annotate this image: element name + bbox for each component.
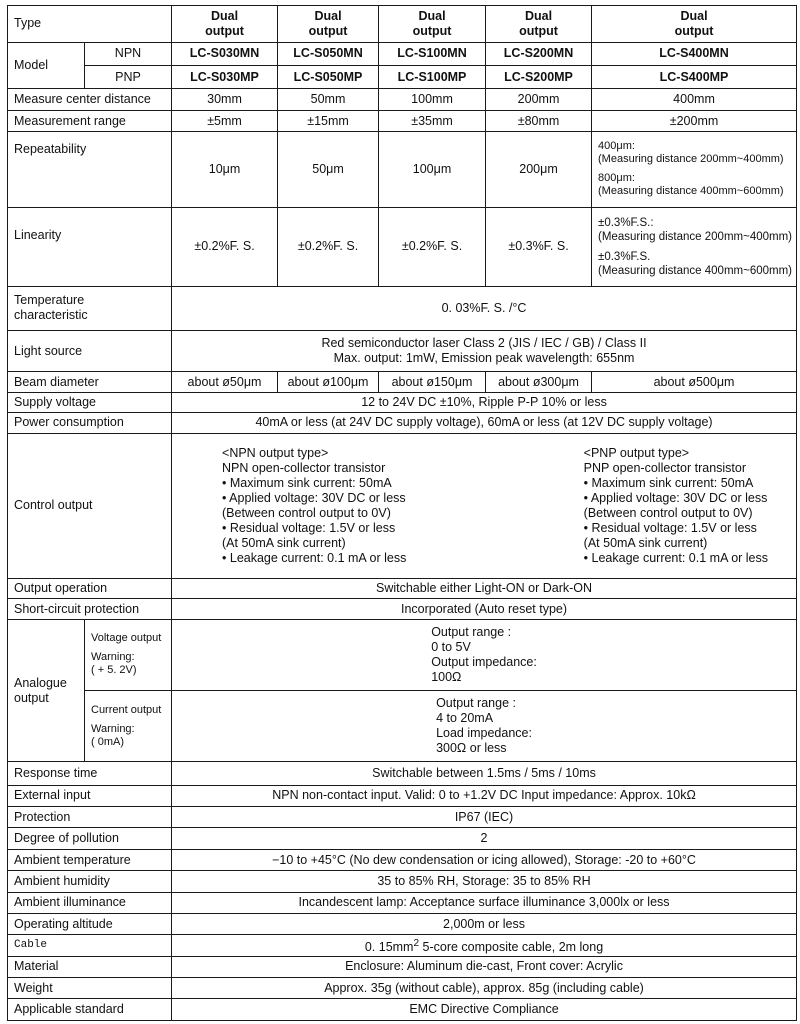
model-pnp-5: LC-S400MP [592, 66, 797, 89]
pollution-value: 2 [172, 828, 797, 849]
external-value: NPN non-contact input. Valid: 0 to +1.2V DC Input impedance: Approx. 10kΩ [172, 785, 797, 806]
repeatability-2: 50μm [278, 132, 379, 207]
response-value: Switchable between 1.5ms / 5ms / 10ms [172, 762, 797, 785]
weight-value: Approx. 35g (without cable), approx. 85g (including cable) [172, 978, 797, 999]
temperature-value: 0. 03%F. S. /°C [172, 286, 797, 330]
altitude-row [8, 913, 797, 934]
repeatability-4: 200μm [486, 132, 592, 207]
center-distance-row [8, 89, 797, 110]
ambient-illum-row [8, 892, 797, 913]
header-col-1: Dual output [172, 6, 278, 43]
linearity-3: ±0.2%F. S. [379, 207, 486, 286]
linearity-2: ±0.2%F. S. [278, 207, 379, 286]
linearity-label: Linearity [8, 207, 172, 286]
center-distance-2: 50mm [278, 89, 379, 110]
repeatability-5 [592, 132, 797, 207]
linearity-5a-note: (Measuring distance 200mm~400mm) [598, 230, 792, 243]
voltage-output-label: Voltage output Warning: ( + 5. 2V) [85, 619, 172, 690]
beam-label: Beam diameter [8, 372, 172, 392]
power-value: 40mA or less (at 24V DC supply voltage), 60mA or less (at 12V DC supply voltage) [172, 413, 797, 433]
power-row [8, 413, 797, 433]
ambient-humidity-value: 35 to 85% RH, Storage: 35 to 85% RH [172, 871, 797, 892]
protection-label: Protection [8, 807, 172, 828]
header-col-3: Dual output [379, 6, 486, 43]
supply-row [8, 392, 797, 412]
linearity-row [8, 207, 797, 286]
response-label: Response time [8, 762, 172, 785]
current-output-label: Current output Warning: ( 0mA) [85, 691, 172, 762]
pollution-row [8, 828, 797, 849]
material-row [8, 956, 797, 977]
material-label: Material [8, 956, 172, 977]
power-label: Power consumption [8, 413, 172, 433]
range-3: ±35mm [379, 110, 486, 131]
control-pnp: <PNP output type> PNP open-collector transistor • Maximum sink current: 50mA • Applied voltage: 30V DC or less (Between control output to 0V) • Residual voltage: 1.5V or less (At 50mA sink current) • Leakage current: 0.1 mA or less [583, 445, 769, 565]
linearity-5a-value: ±0.3%F.S.: [598, 216, 654, 229]
standard-value: EMC Directive Compliance [172, 999, 797, 1021]
repeatability-5a-value: 400μm: [598, 140, 635, 153]
external-label: External input [8, 785, 172, 806]
model-label: Model [8, 42, 85, 89]
repeatability-1: 10μm [172, 132, 278, 207]
beam-4: about ø300μm [486, 372, 592, 392]
light-source-value: Red semiconductor laser Class 2 (JIS / IEC / GB) / Class II Max. output: 1mW, Emission peak wavelength: 655nm [172, 330, 797, 372]
standard-row [8, 999, 797, 1021]
center-distance-1: 30mm [172, 89, 278, 110]
header-col-5: Dual output [592, 6, 797, 43]
linearity-4: ±0.3%F. S. [486, 207, 592, 286]
supply-value: 12 to 24V DC ±10%, Ripple P-P 10% or less [172, 392, 797, 412]
ambient-illum-value: Incandescent lamp: Acceptance surface illuminance 3,000lx or less [172, 892, 797, 913]
range-5: ±200mm [592, 110, 797, 131]
range-1: ±5mm [172, 110, 278, 131]
output-operation-label: Output operation [8, 579, 172, 599]
repeatability-row [8, 132, 797, 207]
cable-value: 0. $15mm^2$ 5-core composite cable, 2m long [172, 935, 797, 956]
npn-label: NPN [85, 42, 172, 65]
linearity-1: ±0.2%F. S. [172, 207, 278, 286]
ambient-temp-value: −10 to +45°C (No dew condensation or icing allowed), Storage: -20 to +60°C [172, 849, 797, 870]
response-row [8, 762, 797, 785]
beam-row [8, 372, 797, 392]
repeatability-5b-note: (Measuring distance 400mm~600mm) [598, 185, 784, 198]
cable-row [8, 935, 797, 956]
center-distance-3: 100mm [379, 89, 486, 110]
protection-value: IP67 (IEC) [172, 807, 797, 828]
ambient-humidity-label: Ambient humidity [8, 871, 172, 892]
type-label: Type [8, 6, 172, 43]
model-npn-4: LC-S200MN [486, 42, 592, 65]
cable-label: Cable [8, 935, 172, 956]
altitude-label: Operating altitude [8, 913, 172, 934]
model-pnp-3: LC-S100MP [379, 66, 486, 89]
repeatability-label: Repeatability [8, 132, 172, 207]
short-circuit-label: Short-circuit protection [8, 599, 172, 619]
model-pnp-4: LC-S200MP [486, 66, 592, 89]
supply-label: Supply voltage [8, 392, 172, 412]
linearity-5b-value: ±0.3%F.S. [598, 250, 651, 263]
temperature-row [8, 286, 797, 330]
light-source-row [8, 330, 797, 372]
ambient-temp-label: Ambient temperature [8, 849, 172, 870]
weight-row [8, 978, 797, 999]
light-source-label: Light source [8, 330, 172, 372]
weight-label: Weight [8, 978, 172, 999]
header-row [8, 6, 797, 43]
model-pnp-2: LC-S050MP [278, 66, 379, 89]
model-npn-3: LC-S100MN [379, 42, 486, 65]
repeatability-5a-note: (Measuring distance 200mm~400mm) [598, 153, 784, 166]
current-output-value: Output range : 4 to 20mA Load impedance: 300Ω or less [172, 691, 797, 762]
center-distance-label: Measure center distance [8, 89, 172, 110]
range-row [8, 110, 797, 131]
pnp-label: PNP [85, 66, 172, 89]
model-pnp-1: LC-S030MP [172, 66, 278, 89]
linearity-5 [592, 207, 797, 286]
altitude-value: 2,000m or less [172, 913, 797, 934]
short-circuit-value: Incorporated (Auto reset type) [172, 599, 797, 619]
output-operation-row [8, 579, 797, 599]
control-value [172, 433, 797, 579]
control-npn: <NPN output type> NPN open-collector transistor • Maximum sink current: 50mA • Applied voltage: 30V DC or less (Between control output to 0V) • Residual voltage: 1.5V or less (At 50mA sink current) • Leakage current: 0.1 mA or less [222, 445, 407, 565]
beam-1: about ø50μm [172, 372, 278, 392]
pollution-label: Degree of pollution [8, 828, 172, 849]
model-npn-row [8, 42, 797, 65]
center-distance-4: 200mm [486, 89, 592, 110]
ambient-illum-label: Ambient illuminance [8, 892, 172, 913]
material-value: Enclosure: Aluminum die-cast, Front cover: Acrylic [172, 956, 797, 977]
external-row [8, 785, 797, 806]
model-npn-5: LC-S400MN [592, 42, 797, 65]
analogue-label: Analogue output [8, 619, 85, 762]
model-npn-1: LC-S030MN [172, 42, 278, 65]
analogue-current-row [8, 691, 797, 762]
model-pnp-row [8, 66, 797, 89]
header-col-4: Dual output [486, 6, 592, 43]
ambient-temp-row [8, 849, 797, 870]
header-col-2: Dual output [278, 6, 379, 43]
analogue-voltage-row [8, 619, 797, 690]
center-distance-5: 400mm [592, 89, 797, 110]
range-4: ±80mm [486, 110, 592, 131]
repeatability-5b-value: 800μm: [598, 172, 635, 185]
range-2: ±15mm [278, 110, 379, 131]
linearity-5b-note: (Measuring distance 400mm~600mm) [598, 264, 792, 277]
short-circuit-row [8, 599, 797, 619]
range-label: Measurement range [8, 110, 172, 131]
protection-row [8, 807, 797, 828]
beam-2: about ø100μm [278, 372, 379, 392]
output-operation-value: Switchable either Light-ON or Dark-ON [172, 579, 797, 599]
ambient-humidity-row [8, 871, 797, 892]
control-label: Control output [8, 433, 172, 579]
temperature-label: Temperature characteristic [8, 286, 172, 330]
beam-3: about ø150μm [379, 372, 486, 392]
control-row [8, 433, 797, 579]
spec-table [7, 5, 797, 1021]
standard-label: Applicable standard [8, 999, 172, 1021]
beam-5: about ø500μm [592, 372, 797, 392]
repeatability-3: 100μm [379, 132, 486, 207]
model-npn-2: LC-S050MN [278, 42, 379, 65]
voltage-output-value: Output range : 0 to 5V Output impedance: 100Ω [172, 619, 797, 690]
